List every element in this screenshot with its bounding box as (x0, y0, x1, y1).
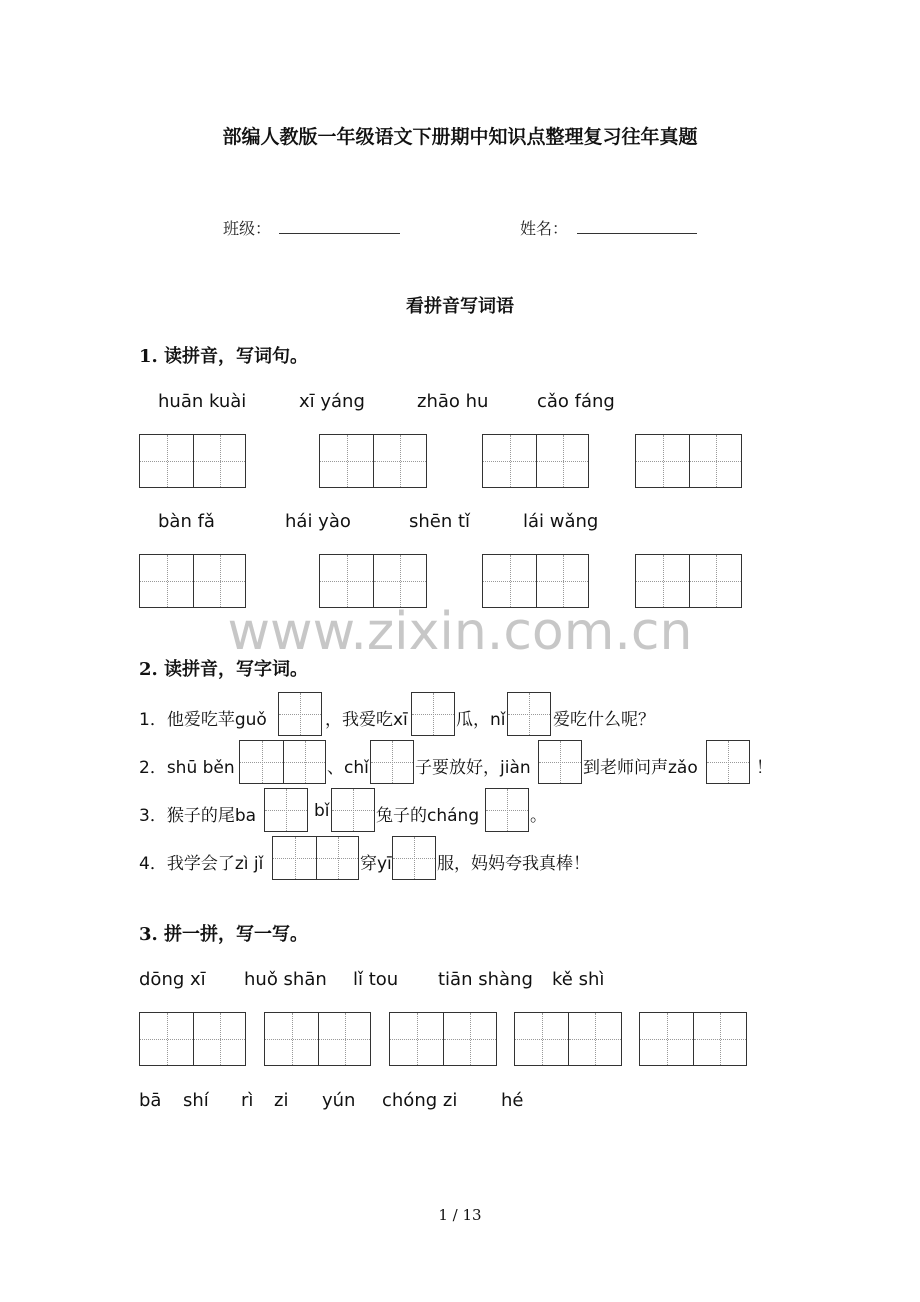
q3-pinyin: dōng xī (139, 969, 206, 990)
answer-box[interactable] (485, 788, 529, 832)
answer-box[interactable] (319, 554, 427, 608)
sentence-text: 子要放好，jiàn (415, 758, 531, 778)
answer-box[interactable] (514, 1012, 622, 1066)
page-number: 1 / 13 (438, 1206, 482, 1224)
sentence-text: 到老师问声zǎo (583, 758, 698, 778)
answer-box[interactable] (639, 1012, 747, 1066)
q1-pinyin: hái yào (285, 511, 351, 532)
answer-box[interactable] (411, 692, 455, 736)
q3-pinyin: shí (183, 1090, 209, 1111)
sentence-text: 1．他爱吃苹guǒ (139, 710, 267, 730)
q1-pinyin: xī yáng (299, 391, 365, 412)
answer-box[interactable] (392, 836, 436, 880)
q1-pinyin: zhāo hu (417, 391, 489, 412)
answer-box[interactable] (635, 434, 742, 488)
answer-box[interactable] (507, 692, 551, 736)
sentence-text: 2．shū běn (139, 758, 235, 778)
sentence-text: ，我爱吃xī (325, 710, 408, 730)
sentence-text: 、chǐ (327, 758, 369, 778)
q3-pinyin: lǐ tou (353, 969, 399, 990)
answer-box[interactable] (272, 836, 359, 880)
q1-pinyin: bàn fǎ (158, 511, 215, 532)
name-label: 姓名： (520, 219, 569, 238)
answer-box[interactable] (482, 434, 589, 488)
answer-box[interactable] (139, 1012, 246, 1066)
class-label: 班级： (223, 219, 272, 238)
sentence-text: ！ (756, 758, 773, 778)
q3-pinyin: huǒ shān (244, 969, 327, 990)
q3-pinyin: tiān shàng (438, 969, 533, 990)
sentence-text: bǐ (314, 801, 330, 821)
q1-pinyin: huān kuài (158, 391, 247, 412)
answer-box[interactable] (239, 740, 326, 784)
answer-box[interactable] (264, 1012, 371, 1066)
answer-box[interactable] (264, 788, 308, 832)
q3-pinyin: hé (501, 1090, 524, 1111)
answer-box[interactable] (319, 434, 427, 488)
q3-pinyin: kě shì (552, 969, 605, 990)
sentence-text: 服，妈妈夸我真棒！ (437, 854, 590, 874)
sentence-text: 3．猴子的尾ba (139, 806, 257, 826)
answer-box[interactable] (635, 554, 742, 608)
sentence-text: 。 (530, 806, 547, 826)
answer-box[interactable] (139, 434, 246, 488)
q1-pinyin: cǎo fáng (537, 391, 615, 412)
q3-pinyin: chóng zi (382, 1090, 458, 1111)
q3-pinyin: rì (241, 1090, 254, 1111)
answer-box[interactable] (389, 1012, 497, 1066)
q3-pinyin: bā (139, 1090, 162, 1111)
sentence-text: 瓜，nǐ (456, 710, 506, 730)
question-2-title: 2. 读拼音，写字词。 (139, 659, 309, 680)
class-input-line[interactable] (279, 233, 400, 234)
sentence-text: 穿yī (360, 854, 392, 874)
sentence-text: 爱吃什么呢？ (553, 710, 655, 730)
q1-pinyin: lái wǎng (523, 511, 599, 532)
section-title: 看拼音写词语 (406, 296, 514, 317)
sentence-text: 兔子的cháng (376, 806, 480, 826)
name-input-line[interactable] (577, 233, 697, 234)
answer-box[interactable] (706, 740, 750, 784)
answer-box[interactable] (331, 788, 375, 832)
watermark: www.zixin.com.cn (227, 602, 693, 662)
answer-box[interactable] (538, 740, 582, 784)
answer-box[interactable] (278, 692, 322, 736)
document-title: 部编人教版一年级语文下册期中知识点整理复习往年真题 (222, 126, 698, 148)
sentence-text: 4．我学会了zì jǐ (139, 854, 264, 874)
q3-pinyin: zi (274, 1090, 289, 1111)
question-1-title: 1. 读拼音，写词句。 (139, 346, 309, 367)
q1-pinyin: shēn tǐ (409, 511, 471, 532)
q3-pinyin: yún (322, 1090, 356, 1111)
answer-box[interactable] (482, 554, 589, 608)
question-3-title: 3. 拼一拼，写一写。 (139, 924, 309, 945)
answer-box[interactable] (370, 740, 414, 784)
answer-box[interactable] (139, 554, 246, 608)
